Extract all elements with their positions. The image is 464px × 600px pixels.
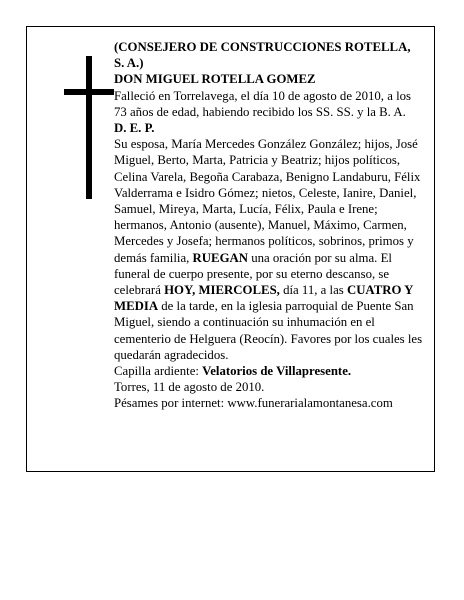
death-announcement: Falleció en Torrelavega, el día 10 de agosto de 2010, a los 73 años de edad, habiendo recibido los SS. SS. y la B. A.	[114, 88, 412, 119]
funeral-day-text: día 11, a las	[283, 283, 344, 298]
latin-cross-icon	[64, 56, 114, 199]
chapel-label: Capilla ardiente:	[114, 364, 199, 379]
family-paragraph	[114, 136, 423, 363]
place-date: Torres, 11 de agosto de 2010.	[114, 380, 265, 395]
request-text: una oración por su alma. El funeral de cuerpo presente, por su eterno descanso, se celebrará	[114, 250, 392, 298]
company-line: (CONSEJERO DE CONSTRUCCIONES ROTELLA, S. A.)	[114, 40, 411, 71]
obituary-text	[114, 39, 423, 412]
condolences-line: Pésames por internet: www.funerarialamontanesa.com	[114, 396, 393, 411]
dep-line: D. E. P.	[114, 121, 155, 136]
funeral-day: HOY, MIERCOLES,	[164, 283, 280, 298]
chapel-line	[114, 363, 423, 379]
deceased-name: DON MIGUEL ROTELLA GOMEZ	[114, 72, 316, 87]
ruegan-word: RUEGAN	[192, 250, 249, 265]
chapel-name: Velatorios de Villapresente.	[202, 364, 352, 379]
closing-text: de la tarde, en la iglesia parroquial de Puente San Miguel, siendo a continuación su inhumación en el cementerio de Helguera (Reocín). Favores por los cuales les quedarán agradecidos.	[114, 299, 423, 362]
family-text: Su esposa, María Mercedes González González; hijos, José Miguel, Berto, Marta, Patricia y Beatriz; hijos políticos, Celina Varela, Begoña Carabaza, Benigno Landaburu, Félix Valderrama e Isidro Gómez; nietos, Celeste, Ianire, Daniel, Samuel, Mireya, Marta, Lucía, Félix, Paula e Irene; hermanos, Antonio (ausente), Manuel, Máximo, Carmen, Mercedes y Josefa; hermanos políticos, sobrinos, primos y demás familia,	[114, 137, 421, 265]
funeral-time: CUATRO Y MEDIA	[114, 283, 413, 314]
obituary-notice	[26, 26, 435, 472]
